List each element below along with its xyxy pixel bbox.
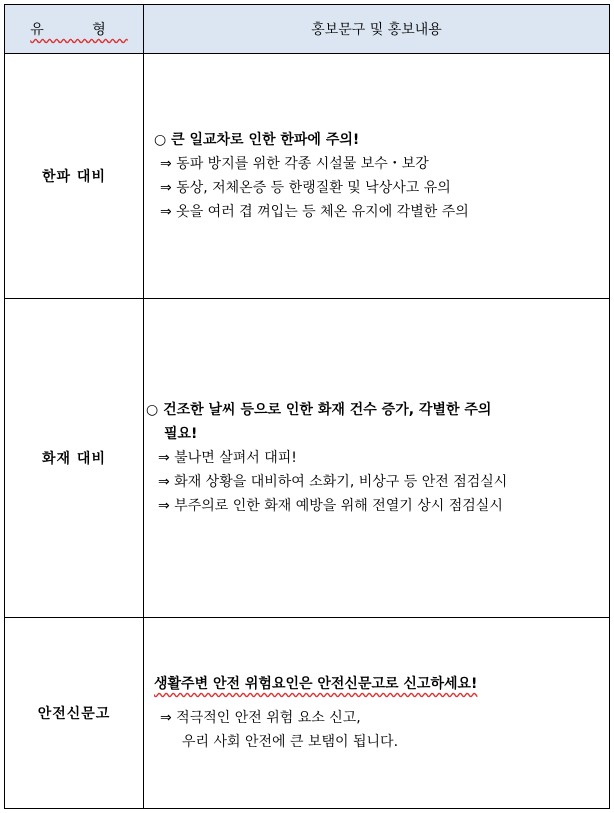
list-item: 우리 사회 안전에 큰 보탬이 됩니다.: [182, 734, 399, 750]
table-header-row: [5, 5, 610, 54]
row-type-label: 화재 대비: [5, 299, 144, 618]
list-item: ⇒ 적극적인 안전 위험 요소 신고,: [160, 710, 361, 726]
lead-text-continued: 필요!: [164, 426, 198, 442]
table-row-report: [5, 618, 610, 809]
row-content: [144, 299, 610, 618]
row-type-label: 한파 대비: [5, 54, 144, 299]
table-row-fire: [5, 299, 610, 618]
list-item: ⇒ 화재 상황을 대비하여 소화기, 비상구 등 안전 점검실시: [158, 474, 508, 490]
header-type: 유 형: [5, 5, 144, 54]
list-item: ⇒ 동파 방지를 위한 각종 시설물 보수・보강: [160, 156, 429, 172]
row-type-label: 안전신문고: [5, 618, 144, 809]
lead-text: 생활주변 안전 위험요인은 안전신문고로 신고하세요!: [154, 676, 478, 692]
lead-text: ○ 건조한 날씨 등으로 인한 화재 건수 증가, 각별한 주의: [146, 402, 492, 418]
list-item: ⇒ 옷을 여러 겹 껴입는 등 체온 유지에 각별한 주의: [160, 204, 469, 220]
list-item: ⇒ 불나면 살펴서 대피!: [158, 450, 297, 466]
list-item: ⇒ 부주의로 인한 화재 예방을 위해 전열기 상시 점검실시: [158, 498, 503, 514]
row-content: [144, 54, 610, 299]
lead-text: ○ 큰 일교차로 인한 한파에 주의!: [154, 132, 360, 148]
list-item: ⇒ 동상, 저체온증 등 한랭질환 및 낙상사고 유의: [160, 180, 451, 196]
header-content: 홍보문구 및 홍보내용: [144, 5, 610, 54]
table-row-cold: [5, 54, 610, 299]
row-content: [144, 618, 610, 809]
promotion-table: [4, 4, 610, 809]
